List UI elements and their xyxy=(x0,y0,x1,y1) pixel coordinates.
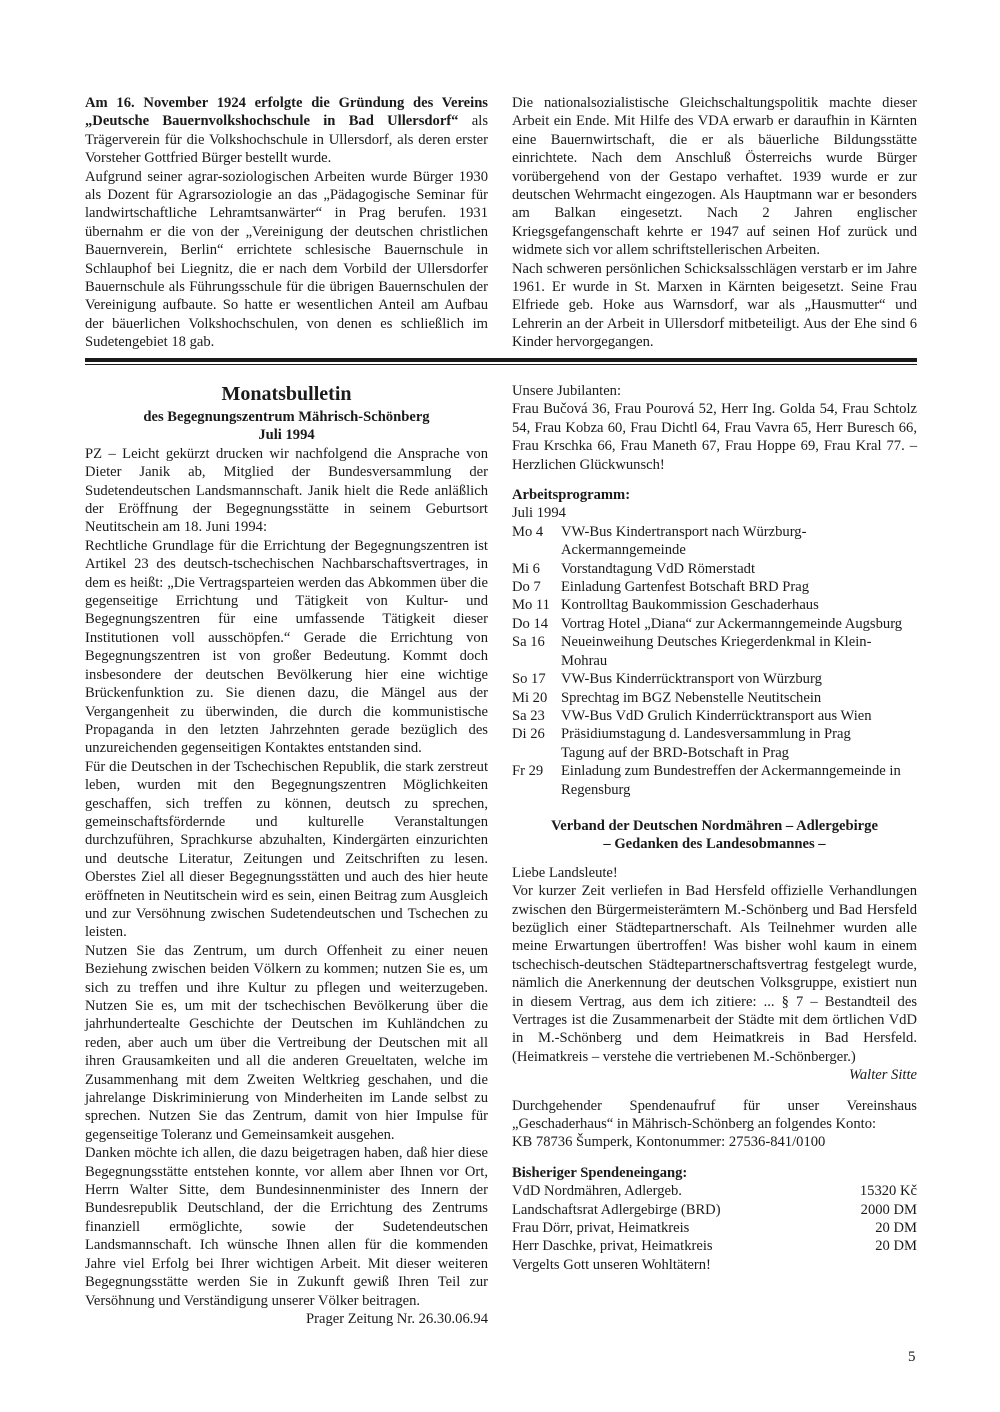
schedule-day: Fr 29 xyxy=(512,763,544,780)
schedule-row xyxy=(512,523,917,560)
schedule-day: Do 7 xyxy=(512,579,541,596)
spenden-thanks: Vergelts Gott unseren Wohltätern! xyxy=(512,1256,711,1273)
verband-body: Vor kurzer Zeit verliefen in Bad Hersfeld offizielle Verhandlungen zwischen den Bürgermeisterämtern M.-Schönberg und Bad Hersfeld bezüglich einer Städtepartnerschaft. Als Teilnehmer wurden alle meine Erwartungen übertroffen! Was bisher wohl kaum in einem tschechisch-deutschen Städtepartnerschaftsvertrag festgelegt wurde, nämlich die Anerkennung der deutschen Volksgruppe, existiert nun in diesem Vertrag, aus dem ich zitiere: ... § 7 – Bestandteil des Vertrages ist die Zusammenarbeit der Städte mit dem örtlichen VdD in M.-Schönberg und dem Heimatkreis in Bad Hersfeld. (Heimatkreis – verstehe die vertriebenen M.-Schönberger.) xyxy=(512,883,917,1065)
schedule-text: Sprechtag im BGZ Nebenstelle Neutitschein xyxy=(561,689,822,706)
verband-title-line2: – Gedanken des Landesobmannes – xyxy=(603,836,826,853)
verband-title-line1: Verband der Deutschen Nordmähren – Adlergebirge xyxy=(551,817,878,834)
verband-salutation: Liebe Landsleute! xyxy=(512,864,618,881)
death-paragraph: Nach schweren persönlichen Schicksalsschlägen verstarb er im Jahre 1961. Er wurde in St. Marxen in Kärnten beigesetzt. Seine Frau Elfriede geb. Hoke aus Warnsdorf, war als „Hausmutter“ und Lehrerin an der Arbeit in Ullersdorf mitbeteiligt. Aus der Ehe sind 6 Kinder hervorgegangen. xyxy=(512,260,917,351)
donation-amount: 20 DM xyxy=(875,1238,917,1255)
schedule-text: Vorstandtagung VdD Römerstadt xyxy=(561,560,756,577)
bulletin-paragraph: PZ – Leicht gekürzt drucken wir nachfolgend die Ansprache von Dieter Janik ab, Mitglied der Bundesversammlung der Sudetendeutschen Landsmannschaft. Janik hielt die Rede anläßlich der Eröffnung der Begegnungsstätte in seinem Geburtsort Neutitschein am 18. Juni 1994: xyxy=(85,445,488,536)
section-divider-thick xyxy=(85,358,917,362)
programm-month: Juli 1994 xyxy=(512,505,566,522)
schedule-day: Mo 4 xyxy=(512,523,544,540)
schedule-text: VW-Bus VdD Grulich Kinderrücktransport aus Wien xyxy=(561,707,872,724)
schedule-day: Mo 11 xyxy=(512,597,550,614)
programm-heading: Arbeitsprogramm: xyxy=(512,487,631,504)
donation-row xyxy=(512,1201,917,1219)
schedule-row xyxy=(512,670,917,688)
right-column-notices xyxy=(512,382,917,1274)
bulletin-source: Prager Zeitung Nr. 26.30.06.94 xyxy=(306,1310,488,1327)
donor-name: Herr Daschke, privat, Heimatkreis xyxy=(512,1238,713,1255)
spenden-heading: Bisheriger Spendeneingang: xyxy=(512,1164,688,1181)
schedule-text: Neueinweihung Deutsches Kriegerdenkmal in Klein-Mohrau xyxy=(561,634,872,669)
bulletin-paragraph: Für die Deutschen in der Tschechischen Republik, die stark zerstreut leben, wurden mit den Begegnungszentren Möglichkeiten geschaffen, sich treffen zu können, deutsch zu sprechen, gemeinschaftsfördernde und kulturelle Veranstaltungen durchzuführen, Sprachkurse abzuhalten, Kindergärten einzurichten und deutsche Literatur, Zeitungen und Zeitschriften zu lesen. Oberstes Ziel all dieser Begegnungsstätten und auch des hier heute eröffneten in Neutitschein wird es sein, einen Beitrag zum Ausgleich und zur Versöhnung zwischen Sudetendeutschen und Tschechen zu leisten. xyxy=(85,758,488,941)
donation-amount: 20 DM xyxy=(875,1220,917,1237)
schedule-row xyxy=(512,725,917,743)
donor-name: Frau Dörr, privat, Heimatkreis xyxy=(512,1220,690,1237)
schedule-row xyxy=(512,689,917,707)
founding-paragraph xyxy=(85,94,488,168)
schedule-day: Sa 16 xyxy=(512,634,545,651)
schedule-day: Mi 20 xyxy=(512,689,548,706)
jubilare-heading: Unsere Jubilanten: xyxy=(512,383,622,399)
bulletin-subtitle: des Begegnungszentrum Mährisch-Schönberg xyxy=(143,409,430,425)
donor-name: Landschaftsrat Adlergebirge (BRD) xyxy=(512,1201,721,1218)
schedule-day: So 17 xyxy=(512,671,546,688)
schedule-day xyxy=(512,744,561,762)
monatsbulletin-article xyxy=(85,382,488,1328)
spenden-account: KB 78736 Šumperk, Kontonummer: 27536-841/0100 xyxy=(512,1134,826,1151)
schedule-text: Kontrolltag Baukommission Geschaderhaus xyxy=(561,597,819,614)
schedule-text: VW-Bus Kinderrücktransport von Würzburg xyxy=(561,671,822,688)
jubilare-list: Frau Bučová 36, Frau Pourová 52, Herr Ing. Golda 54, Frau Schtolz 54, Frau Kobza 60, Frau Dichtl 64, Frau Vavra 65, Herr Buresch 66, Frau Krschka 66, Frau Maneth 67, Frau Hoppe 69, Frau Kral 77. – Herzlichen Glückwunsch! xyxy=(512,401,917,473)
bulletin-paragraph: Rechtliche Grundlage für die Errichtung der Begegnungszentren ist Artikel 23 des deutsch-tschechischen Nachbarschaftsvertrages, in dem es heißt: „Die Vertragsparteien werden das Abkommen über die gegenseitige Errichtung und Tätigkeit von Kultur- und Begegnungszentren für eine umfassende Tätigkeit dieser Institutionen voll ausschöpfen.“ Gerade die Errichtung von Begegnungszentren ist von großer Bedeutung. Kommt doch insbesondere der deutschen Bevölkerung hier eine wichtige Brückenfunktion zu. Sie dienen dazu, die Mängel aus der Vergangenheit zu überwinden, die durch die kommunistische Propaganda in den letzten Jahrzehnten gerade bezüglich des unzureichenden gegenseitigen Kontaktes entstanden sind. xyxy=(85,537,488,757)
schedule-day: Sa 23 xyxy=(512,707,545,724)
donation-amount: 15320 Kč xyxy=(859,1183,917,1200)
schedule-day: Di 26 xyxy=(512,726,545,743)
donation-row xyxy=(512,1182,917,1200)
schedule-text: Einladung Gartenfest Botschaft BRD Prag xyxy=(561,579,810,596)
schedule-day: Mi 6 xyxy=(512,560,540,577)
programm-schedule xyxy=(512,523,917,799)
article-continuation-right xyxy=(512,94,917,352)
spenden-appeal: Durchgehender Spendenaufruf für unser Vereinshaus „Geschaderhaus“ in Mährisch-Schönberg an folgendes Konto: xyxy=(512,1097,917,1133)
schedule-row xyxy=(512,633,917,670)
verband-signature: Walter Sitte xyxy=(849,1067,917,1084)
schedule-text: Einladung zum Bundestreffen der Ackermanngemeinde in Regensburg xyxy=(561,763,901,798)
schedule-row xyxy=(512,615,917,633)
career-paragraph: Aufgrund seiner agrar-soziologischen Arbeiten wurde Bürger 1930 als Dozent für Agrarsoziologie an das „Pädagogische Seminar für landwirtschaftliche Lehramtsanwärter“ in Prag berufen. 1931 übernahm er die von der „Vereinigung der deutschen christlichen Bauernverein, Berlin“ errichtete schlesische Bauernschule in Schlauphof bei Liegnitz, die er nach dem Vorbild der Ullersdorfer Bauernschule als Führungsschule für die übrigen Bauernschulen der Vereinigung aufbaute. So hatte er wesentlichen Anteil am Aufbau der bäuerlichen Volkshochschulen, von denen es schließlich im Sudetengebiet 18 gab. xyxy=(85,168,488,351)
donation-row xyxy=(512,1237,917,1255)
schedule-day: Do 14 xyxy=(512,615,549,632)
schedule-text: Präsidiumstagung d. Landesversammlung in Prag xyxy=(561,726,851,743)
schedule-row xyxy=(512,707,917,725)
donation-amount: 2000 DM xyxy=(860,1201,917,1218)
schedule-row xyxy=(512,560,917,578)
schedule-text: Vortrag Hotel „Diana“ zur Ackermanngemeinde Augsburg xyxy=(561,615,903,632)
donor-name: VdD Nordmähren, Adlergeb. xyxy=(512,1183,682,1200)
bulletin-title: Monatsbulletin xyxy=(221,383,352,405)
schedule-row xyxy=(512,744,917,762)
donation-row xyxy=(512,1219,917,1237)
schedule-row xyxy=(512,578,917,596)
nazi-era-paragraph: Die nationalsozialistische Gleichschaltungspolitik machte dieser Arbeit ein Ende. Mit Hilfe des VDA erwarb er daraufhin in Kärnten eine Bauernwirtschaft, die er als bäuerliche Bildungsstätte einrichtete. Nach dem Anschluß Österreichs wurde Bürger vorübergehend von der Gestapo verhaftet. 1939 wurde er zur deutschen Wehrmacht eingezogen. Als Hauptmann war er besonders am Balkan eingesetzt. Nach 2 Jahren englischer Kriegsgefangenschaft kehrte er 1947 auf seinen Hof zurück und widmete sich vor allem schriftstellerischen Arbeiten. xyxy=(512,95,917,259)
schedule-row xyxy=(512,596,917,614)
schedule-text: Tagung auf der BRD-Botschaft in Prag xyxy=(561,744,789,761)
founding-intro-rest: als Trägerverein für die Volkshochschule in Ullersdorf, als deren erster Vorsteher Gottfried Bürger bestellt wurde. xyxy=(85,113,488,167)
schedule-row xyxy=(512,762,917,799)
bulletin-paragraph: Danken möchte ich allen, die dazu beigetragen haben, daß hier diese Begegnungsstätte entstehen konnte, vor allem aber Ihnen vor Ort, Herrn Walter Sitte, dem Bundesinnenminister des Innern der Bundesrepublik Deutschland, der die Errichtung des Zentrums finanziell ermöglichte, sowie der Sudetendeutschen Landsmannschaft. Ich wünsche Ihnen allen für die kommenden Jahre viel Erfolg bei Ihrer wichtigen Arbeit. Mit dieser weiteren Begegnungsstätte werden Sie in Zukunft gewiß Ihren Teil zur Versöhnung und Verständigung unserer Völker beitragen. xyxy=(85,1145,488,1309)
founding-intro-bold: Am 16. November 1924 erfolgte die Gründung des Vereins „Deutsche Bauernvolkshochschule in Bad Ullersdorf“ xyxy=(85,95,488,130)
donation-list xyxy=(512,1182,917,1256)
schedule-text: VW-Bus Kindertransport nach Würzburg-Ackermanngemeinde xyxy=(561,523,807,559)
section-divider-thin xyxy=(85,364,917,365)
bulletin-date: Juli 1994 xyxy=(258,427,315,444)
page-number: 5 xyxy=(908,1349,916,1365)
article-continuation-left xyxy=(85,94,488,352)
bulletin-paragraph: Nutzen Sie das Zentrum, um durch Offenheit zu einer neuen Beziehung zwischen beiden Völkern zu kommen; nutzen Sie es, um sich zu treffen und ihre Kultur zu pflegen und weiterzugeben. Nutzen Sie es, um mit der tschechischen Bevölkerung über die jahrhundertealte Geschichte der Deutschen im Kuhländchen zu reden, aber auch um über die Vertreibung der Deutschen mit all ihren Grausamkeiten und all die anderen Greueltaten, welche im Zusammenhang mit dem Zweiten Weltkrieg geschahen, und die jahrelange Diskriminierung von Minderheiten im Lande selbst zu sprechen. Nutzen Sie das Zentrum, damit von hier Impulse für gegenseitige Toleranz und Gemeinsamkeit ausgehen. xyxy=(85,942,488,1143)
